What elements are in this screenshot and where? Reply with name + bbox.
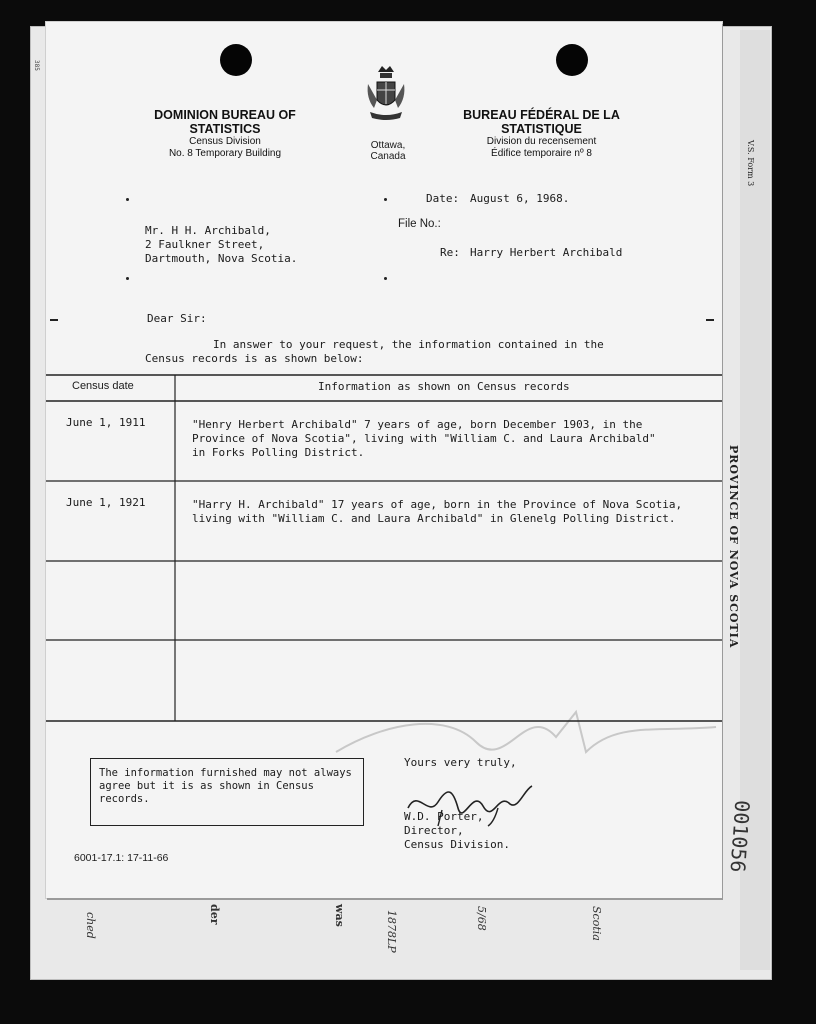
form-label: V.S. Form 3 bbox=[746, 140, 755, 187]
notice-line: agree but it is as shown in Census bbox=[99, 780, 314, 792]
address-line: 2 Faulkner Street, bbox=[145, 238, 265, 251]
building-name: No. 8 Temporary Building bbox=[168, 148, 282, 159]
window-marker bbox=[126, 277, 129, 280]
info-line: "Henry Herbert Archibald" 7 years of age, born December 1903, in the bbox=[192, 418, 643, 431]
window-marker bbox=[384, 277, 387, 280]
bureau-title: DOMINION BUREAU OF STATISTICS bbox=[154, 108, 296, 136]
info-line: living with "William C. and Laura Archibald" in Glenelg Polling District. bbox=[192, 512, 676, 525]
signer-line: Director, bbox=[404, 824, 464, 837]
letterhead-french bbox=[434, 108, 649, 160]
notice-box bbox=[90, 758, 364, 826]
col-header-information: Information as shown on Census records bbox=[318, 380, 570, 393]
province-label: PROVINCE OF NOVA SCOTIA bbox=[727, 445, 740, 649]
notice-line: The information furnished may not always bbox=[99, 767, 352, 779]
re-subject: Harry Herbert Archibald bbox=[470, 246, 623, 259]
strip-word: 5/68 bbox=[475, 906, 488, 931]
intro-line: In answer to your request, the information contained in the bbox=[213, 338, 604, 351]
fold-mark bbox=[50, 319, 58, 321]
punch-hole bbox=[220, 44, 252, 76]
bureau-title-french: BUREAU FÉDÉRAL DE LA STATISTIQUE bbox=[463, 108, 620, 136]
coat-of-arms-icon bbox=[364, 64, 408, 128]
valediction: Yours very truly, bbox=[404, 756, 517, 769]
back-sheet-strip bbox=[50, 898, 720, 968]
fold-mark bbox=[706, 319, 714, 321]
window-marker bbox=[384, 198, 387, 201]
handwritten-number: 001056 bbox=[725, 799, 755, 874]
signer-line: Census Division. bbox=[404, 838, 510, 851]
form-code: 6001-17.1: 17-11-66 bbox=[74, 852, 169, 864]
strip-word: 1878LP bbox=[385, 910, 398, 953]
division-name-french: Division du recensement bbox=[486, 136, 597, 147]
re-label: Re: bbox=[440, 246, 460, 259]
address-line: Mr. H H. Archibald, bbox=[145, 224, 271, 237]
info-line: in Forks Polling District. bbox=[192, 446, 365, 459]
info-line: Province of Nova Scotia", living with "William C. and Laura Archibald" bbox=[192, 432, 656, 445]
strip-word: der bbox=[208, 904, 221, 925]
info-line: "Harry H. Archibald" 17 years of age, born in the Province of Nova Scotia, bbox=[192, 498, 683, 511]
address-line: Dartmouth, Nova Scotia. bbox=[145, 252, 298, 265]
division-name: Census Division bbox=[189, 136, 261, 147]
letter-sheet bbox=[46, 22, 722, 898]
strip-word: ched bbox=[84, 912, 97, 939]
sheet-code: 385 bbox=[33, 60, 40, 71]
strip-word: Scotia bbox=[590, 906, 603, 941]
notice-line: records. bbox=[99, 793, 150, 805]
window-marker bbox=[126, 198, 129, 201]
salutation: Dear Sir: bbox=[147, 312, 207, 325]
census-date-cell: June 1, 1911 bbox=[66, 416, 146, 429]
building-name-french: Édifice temporaire nº 8 bbox=[491, 148, 592, 159]
strip-word: was bbox=[333, 904, 346, 927]
signer-line: W.D. Porter, bbox=[404, 810, 484, 823]
punch-hole bbox=[556, 44, 588, 76]
col-header-census-date: Census date bbox=[72, 380, 134, 392]
date-label: Date: bbox=[426, 192, 460, 205]
census-date-cell: June 1, 1921 bbox=[66, 496, 146, 509]
letterhead-english bbox=[120, 108, 330, 160]
date-value: August 6, 1968. bbox=[470, 192, 570, 205]
intro-line: Census records is as shown below: bbox=[145, 352, 364, 365]
file-number-label: File No.: bbox=[398, 218, 441, 230]
city-label: Ottawa, Canada bbox=[370, 140, 406, 162]
